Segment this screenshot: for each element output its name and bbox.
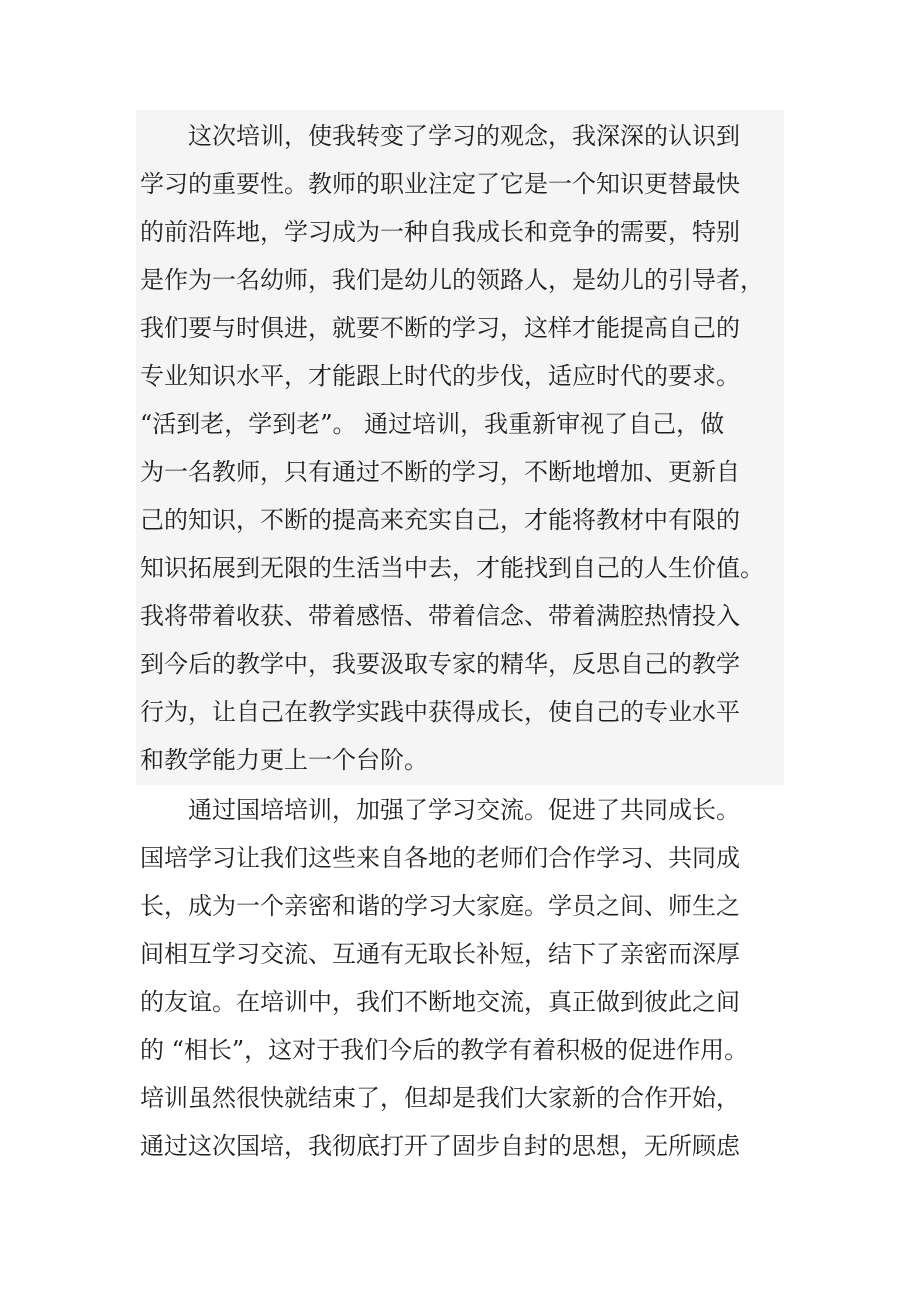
paragraph-1-line-5: 我们要与时俱进，就要不断的学习，这样才能提高自己的 — [140, 314, 740, 342]
paragraph-1-line-7: “活到老，学到老”。 通过培训，我重新审视了自己，做 — [140, 410, 725, 438]
paragraph-1-line-11: 我将带着收获、带着感悟、带着信念、带着满腔热情投入 — [140, 602, 740, 630]
paragraph-1-line-6: 专业知识水平，才能跟上时代的步伐，适应时代的要求。 — [140, 362, 740, 390]
paragraph-1-line-2: 学习的重要性。教师的职业注定了它是一个知识更替最快 — [140, 170, 740, 198]
paragraph-2-line-1: 通过国培培训，加强了学习交流。促进了共同成长。 — [140, 796, 740, 824]
paragraph-1-line-4: 是作为一名幼师，我们是幼儿的领路人，是幼儿的引导者， — [140, 266, 764, 294]
paragraph-2-line-6: 的 “相长”，这对于我们今后的教学有着积极的促进作用。 — [140, 1036, 749, 1064]
paragraph-2-line-4: 间相互学习交流、互通有无取长补短，结下了亲密而深厚 — [140, 940, 740, 968]
paragraph-1-line-10: 知识拓展到无限的生活当中去，才能找到自己的人生价值。 — [140, 554, 764, 582]
paragraph-1-line-14: 和教学能力更上一个台阶。 — [140, 746, 428, 774]
paragraph-1-line-1: 这次培训，使我转变了学习的观念，我深深的认识到 — [140, 122, 740, 150]
paragraph-2-line-5: 的友谊。在培训中，我们不断地交流，真正做到彼此之间 — [140, 988, 740, 1016]
paragraph-1-line-13: 行为，让自己在教学实践中获得成长，使自己的专业水平 — [140, 698, 740, 726]
paragraph-2-line-2: 国培学习让我们这些来自各地的老师们合作学习、共同成 — [140, 844, 740, 872]
paragraph-1-line-12: 到今后的教学中，我要汲取专家的精华，反思自己的教学 — [140, 650, 740, 678]
paragraph-2-line-3: 长，成为一个亲密和谐的学习大家庭。学员之间、师生之 — [140, 892, 740, 920]
paragraph-1-line-8: 为一名教师，只有通过不断的学习，不断地增加、更新自 — [140, 458, 740, 486]
paragraph-1-line-3: 的前沿阵地，学习成为一种自我成长和竞争的需要，特别 — [140, 218, 740, 246]
paragraph-1-line-9: 己的知识，不断的提高来充实自己，才能将教材中有限的 — [140, 506, 740, 534]
paragraph-2-line-8: 通过这次国培，我彻底打开了固步自封的思想，无所顾虑 — [140, 1132, 740, 1160]
paragraph-2-line-7: 培训虽然很快就结束了，但却是我们大家新的合作开始， — [140, 1084, 740, 1112]
